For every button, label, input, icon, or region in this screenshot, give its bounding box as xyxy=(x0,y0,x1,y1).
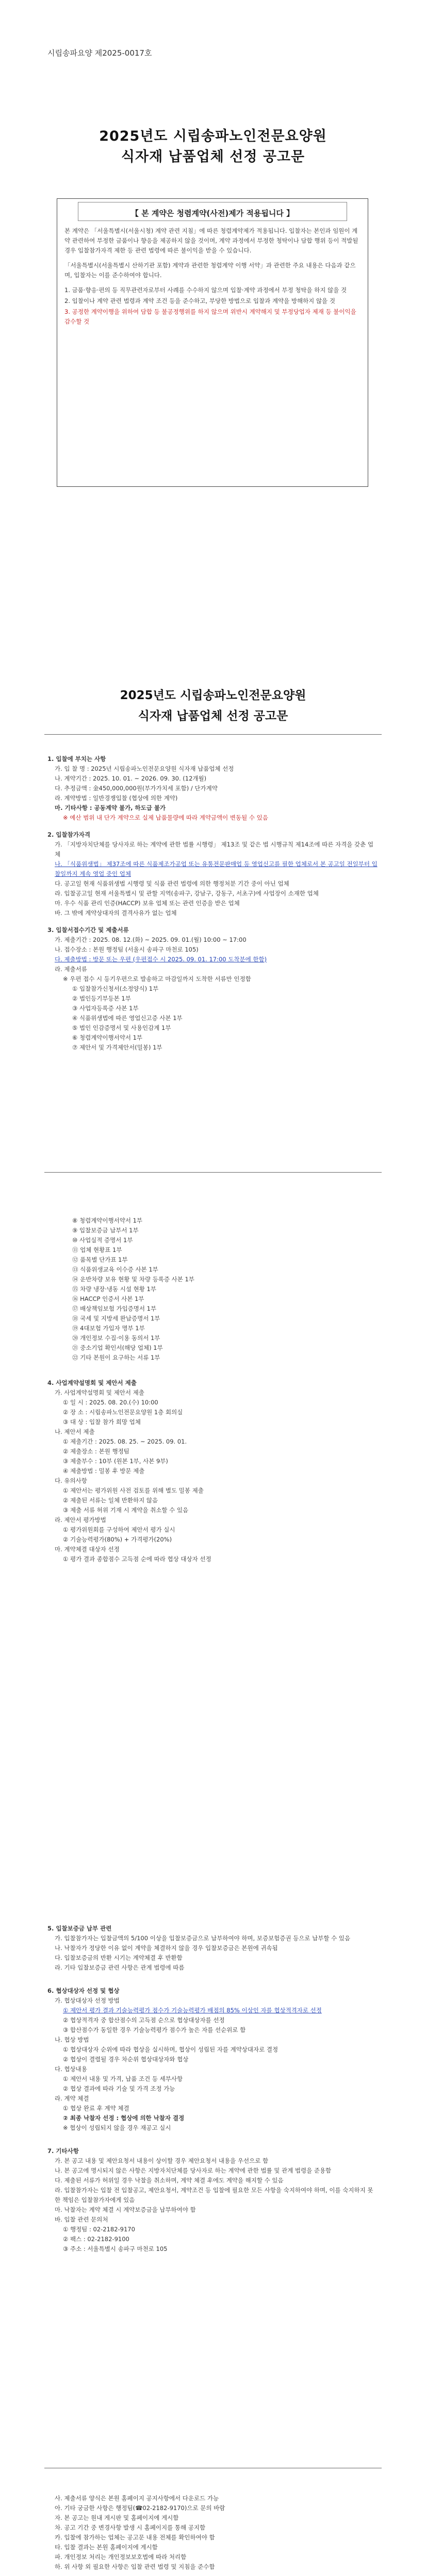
section-line: 다. 공고일 현재 식품위생법 시행령 및 식품 관련 법령에 의한 행정처분 기간 중이 아닌 업체 xyxy=(55,880,289,887)
section-line: ③ 대 상 : 입찰 참가 희망 업체 xyxy=(63,1418,141,1426)
section-line: 가. 입찰참가자는 입찰금액의 5/100 이상을 입찰보증금으로 납부하여야 하며, 보증보험증권 등으로 납부할 수 있음 xyxy=(55,1935,351,1942)
section-line: 라. 계약 체결 xyxy=(55,2095,89,2102)
notice-pledge: 「서울특별시(서울특별시 산하기관 포함) 계약과 관련한 청렴계약 이행 서약」과 관련한 주요 내용은 다음과 같으며, 입찰자는 이를 준수하여야 합니다. xyxy=(64,262,356,279)
section-title: 4. 사업계약설명회 및 제안서 제출 xyxy=(47,1379,137,1386)
doc-item: ⑲ 4대보험 가입자 명부 1부 xyxy=(72,1325,145,1332)
doc-item: ④ 식품위생법에 따른 영업신고증 사본 1부 xyxy=(72,1014,183,1022)
section-line: 다. 유의사항 xyxy=(55,1477,87,1484)
doc-item: ② 법인등기부등본 1부 xyxy=(72,995,131,1002)
section-line: 가. 협상대상자 선정 방법 xyxy=(55,1997,120,2004)
section-5 xyxy=(47,1917,378,2254)
section-line: ② 장 소 : 시립송파노인전문요양원 1층 회의실 xyxy=(63,1409,183,1416)
section-line: 마. 기타사항 : 공동계약 불가, 하도급 불가 xyxy=(55,804,166,811)
section-line: 나. 접수장소 : 본원 행정팀 (서울시 송파구 마천로 105) xyxy=(55,946,199,953)
doc-item: ① 입찰참가신청서(소정양식) 1부 xyxy=(72,985,159,992)
section-line: ① 평가위원회를 구성하여 제안서 평가 실시 xyxy=(63,1526,175,1533)
section-title: 2. 입찰참가자격 xyxy=(47,831,91,838)
section-line: 사. 제출서류 양식은 본원 홈페이지 공지사항에서 다운로드 가능 xyxy=(55,2495,219,2502)
section-7-continued xyxy=(47,2494,378,2572)
doc-item: ⑰ 배상책임보험 가입증명서 1부 xyxy=(72,1305,157,1312)
notice-items xyxy=(64,285,361,327)
section-note: ※ 협상이 성립되지 않을 경우 재공고 실시 xyxy=(63,2124,171,2131)
notice-heading-frame xyxy=(78,202,347,221)
section-line: ① 제안서 내용 및 가격, 납품 조건 등 세부사항 xyxy=(63,2075,183,2082)
section-line: 나. 「식품위생법」 제37조에 따른 식품제조가공업 또는 유통전문판매업 등 영업신고를 필한 업체로서 본 공고일 전일부터 입찰일까지 계속 영업 중인 업체 xyxy=(55,860,378,877)
doc-item: ⑬ 식품위생교육 이수증 사본 1부 xyxy=(72,1266,158,1273)
section-line: 바. 그 밖에 계약상대자의 결격사유가 없는 업체 xyxy=(55,909,177,917)
main-title xyxy=(0,685,426,726)
section-line: ① 일 시 : 2025. 08. 20.(수) 10:00 xyxy=(63,1399,158,1406)
notice-item: 1. 금품·향응·편의 등 직무관련자로부터 사례를 수수하지 않으며 입찰·계약 과정에서 부정 청탁을 하지 않을 것 xyxy=(64,286,347,294)
section-line: ① 제안서는 평가위원 사전 검토를 위해 별도 밀봉 제출 xyxy=(63,1487,204,1494)
section-line: 나. 계약기간 : 2025. 10. 01. ~ 2026. 09. 30. (12개월) xyxy=(55,775,207,782)
title-divider xyxy=(44,734,382,735)
section-line: 라. 기타 입찰보증금 관련 사항은 관계 법령에 따름 xyxy=(55,1964,185,1971)
section-line: ③ 제출부수 : 10부 (원본 1부, 사본 9부) xyxy=(63,1458,168,1465)
section-title: 1. 입찰에 부치는 사항 xyxy=(47,755,106,762)
doc-item: ⑨ 입찰보증금 납부서 1부 xyxy=(72,1227,139,1234)
doc-item: ⑱ 국세 및 지방세 완납증명서 1부 xyxy=(72,1315,160,1322)
section-line: 다. 제출된 서류가 허위일 경우 낙찰을 취소하며, 계약 체결 후에도 계약을 해지할 수 있음 xyxy=(55,2177,284,2184)
section-line: 나. 본 공고에 명시되지 않은 사항은 지방자치단체를 당사자로 하는 계약에 관한 법률 및 관계 법령을 준용함 xyxy=(55,2167,332,2174)
section-line: ② 기술능력평가(80%) + 가격평가(20%) xyxy=(63,1536,172,1543)
section-line: 라. 계약방법 : 일반경쟁입찰 (협상에 의한 계약) xyxy=(55,794,178,802)
section-line: 가. 사업계약설명회 및 제안서 제출 xyxy=(55,1389,144,1396)
notice-item: 3. 공정한 계약이행을 위하여 담합 등 불공정행위를 하지 않으며 위반시 계약해지 및 부정당업자 제재 등 불이익을 감수할 것 xyxy=(64,308,356,325)
section-line: 바. 입찰 관련 문의처 xyxy=(55,2216,108,2223)
section-1 xyxy=(47,747,378,1053)
section-line: 가. 본 공고 내용 및 제안요청서 내용이 상이할 경우 제안요청서 내용을 우선으로 함 xyxy=(55,2157,269,2164)
section-line: ② 팩스 : 02-2182-9100 xyxy=(63,2235,129,2243)
section-line: ② 협상적격자 중 합산점수의 고득점 순으로 협상대상자를 선정 xyxy=(63,2016,225,2024)
section-line: 나. 제안서 제출 xyxy=(55,1428,95,1435)
section-line: 차. 공고 기간 중 변경사항 발생 시 홈페이지를 통해 공지함 xyxy=(55,2524,206,2531)
section-line: 자. 본 공고는 원내 게시판 및 홈페이지에 게시함 xyxy=(55,2514,179,2521)
section-title: 7. 기타사항 xyxy=(47,2147,79,2155)
section-line: 라. 입찰공고일 현재 서울특별시 및 관할 지역(송파구, 강남구, 강동구, 서초구)에 사업장이 소재한 업체 xyxy=(55,890,319,897)
section-note: ※ 우편 접수 시 등기우편으로 발송하고 마감일까지 도착한 서류만 인정함 xyxy=(63,975,251,982)
cover-title-line-1: 2025년도 시립송파노인전문요양원 xyxy=(99,128,327,144)
document-number: 시립송파요양 제2025-0017호 xyxy=(47,48,152,58)
section-note: ※ 예산 범위 내 단가 계약으로 실제 납품물량에 따라 계약금액이 변동될 수 있음 xyxy=(63,814,268,821)
doc-item: ⑯ HACCP 인증서 사본 1부 xyxy=(72,1295,144,1302)
section-line: ① 평가 결과 종합점수 고득점 순에 따라 협상 대상자 선정 xyxy=(63,1555,211,1563)
section-line: ① 제안서 평가 결과 기술능력평가 점수가 기술능력평가 배점의 85% 이상인 자를 협상적격자로 선정 xyxy=(63,2007,322,2014)
doc-item: ㉑ 중소기업 확인서(해당 업체) 1부 xyxy=(72,1344,163,1351)
doc-item: ⑭ 운반차량 보유 현황 및 차량 등록증 사본 1부 xyxy=(72,1276,194,1283)
doc-item: ⑩ 사업실적 증명서 1부 xyxy=(72,1236,133,1244)
section-3-continued xyxy=(47,1216,378,1564)
section-title: 3. 입찰서접수기간 및 제출서류 xyxy=(47,926,129,934)
section-line: 타. 입찰 결과는 본원 홈페이지에 게시함 xyxy=(55,2544,158,2551)
section-line: 마. 낙찰자는 계약 체결 시 계약보증금을 납부하여야 함 xyxy=(55,2206,196,2213)
section-line: 다. 추정금액 : 金450,000,000원(부가가치세 포함) / 단가계약 xyxy=(55,785,218,792)
cover-title xyxy=(0,126,426,167)
notice-intro: 본 계약은 「서울특별시(서울시청) 계약 관련 지침」에 따른 청렴계약제가 적용됩니다. 입찰자는 본인과 임원이 계약 관련하여 부정한 금품이나 향응을 제공하지 않을 것이며, 계약 과정에서 부정한 청탁이나 담합 행위 등이 적발될 경우 입찰참가자격 제한 등 관련 법령에 따른 불이익을 받을 수 있습니다. xyxy=(64,227,358,254)
section-line: ② 협상 결과에 따라 기술 및 가격 조정 가능 xyxy=(63,2085,175,2092)
section-line: 다. 입찰보증금의 반환 시기는 계약체결 후 반환함 xyxy=(55,1954,183,1961)
section-line: ③ 주소 : 서울특별시 송파구 마천로 105 xyxy=(63,2245,168,2252)
section-line: 파. 개인정보 처리는 개인정보보호법에 따라 처리함 xyxy=(55,2553,187,2561)
section-line: 가. 「지방자치단체를 당사자로 하는 계약에 관한 법률 시행령」 제13조 및 같은 법 시행규칙 제14조에 따른 자격을 갖춘 업체 xyxy=(55,841,373,858)
section-title: 6. 협상대상자 선정 및 협상 xyxy=(47,1987,120,1994)
doc-item: ③ 사업자등록증 사본 1부 xyxy=(72,1005,139,1012)
section-line: 나. 협상 방법 xyxy=(55,2036,89,2043)
integrity-notice-box xyxy=(57,198,368,487)
notice-item: 2. 입찰이나 계약 관련 법령과 계약 조건 등을 준수하고, 부당한 방법으로 입찰과 계약을 방해하지 않을 것 xyxy=(64,297,335,304)
section-line: 가. 입 찰 명 : 2025년 시립송파노인전문요양원 식자재 납품업체 선정 xyxy=(55,765,234,772)
section-line: 카. 입찰에 참가하는 업체는 공고문 내용 전체를 확인하여야 함 xyxy=(55,2534,215,2541)
section-title: 5. 입찰보증금 납부 관련 xyxy=(47,1925,112,1932)
doc-item: ㉒ 기타 본원이 요구하는 서류 1부 xyxy=(72,1354,160,1361)
section-line: 아. 기타 궁금한 사항은 행정팀(☎02-2182-9170)으로 문의 바람 xyxy=(55,2504,225,2512)
page-divider xyxy=(44,1172,382,1173)
cover-title-line-2: 식자재 납품업체 선정 공고문 xyxy=(121,149,305,165)
section-line: ③ 합산점수가 동일한 경우 기술능력평가 점수가 높은 자를 선순위로 함 xyxy=(63,2026,246,2033)
section-line: 마. 계약체결 대상자 선정 xyxy=(55,1546,120,1553)
section-line: 가. 제출기간 : 2025. 08. 12.(화) ~ 2025. 09. 01.(월) 10:00 ~ 17:00 xyxy=(55,936,247,943)
main-title-line-2: 식자재 납품업체 선정 공고문 xyxy=(138,709,288,723)
section-line: 하. 위 사항 외 필요한 사항은 입찰 관련 법령 및 지침을 준수함 xyxy=(55,2563,215,2570)
doc-item: ⑪ 업체 현황표 1부 xyxy=(72,1246,122,1253)
section-line: 마. 우수 식품 관리 인증(HACCP) 보유 업체 또는 관련 인증을 받은 업체 xyxy=(55,900,240,907)
section-line: ① 협상 완료 후 계약 체결 xyxy=(63,2105,129,2112)
section-line: 라. 제출서류 xyxy=(55,965,87,973)
section-line: ① 행정팀 : 02-2182-9170 xyxy=(63,2226,135,2233)
doc-item: ⑫ 품목별 단가표 1부 xyxy=(72,1256,128,1263)
section-line: ③ 제출 서류 허위 기재 시 계약을 취소할 수 있음 xyxy=(63,1506,189,1514)
section-line: ② 협상이 결렬될 경우 차순위 협상대상자와 협상 xyxy=(63,2056,189,2063)
section-line: 라. 제안서 평가방법 xyxy=(55,1516,106,1523)
doc-item: ⑧ 청렴계약이행서약서 1부 xyxy=(72,1217,143,1224)
section-line: ② 최종 낙찰자 선정 : 협상에 의한 낙찰자 결정 xyxy=(63,2114,185,2122)
doc-item: ⑥ 청렴계약이행서약서 1부 xyxy=(72,1034,143,1041)
notice-heading: 【 본 계약은 청렴계약(사전)제가 적용됩니다 】 xyxy=(130,209,294,218)
section-line: ② 제출장소 : 본원 행정팀 xyxy=(63,1448,129,1455)
doc-item: ⑦ 제안서 및 가격제안서(밀봉) 1부 xyxy=(72,1044,162,1051)
section-line: 라. 입찰참가자는 입찰 전 입찰공고, 제안요청서, 계약조건 등 입찰에 필요한 모든 사항을 숙지하여야 하며, 이를 숙지하지 못한 책임은 입찰참가자에게 있음 xyxy=(55,2187,373,2204)
section-line: 나. 낙찰자가 정당한 이유 없이 계약을 체결하지 않을 경우 입찰보증금은 본원에 귀속됨 xyxy=(55,1944,278,1952)
doc-item: ⑮ 차량 냉장·냉동 시설 현황 1부 xyxy=(72,1285,156,1293)
doc-item: ⑳ 개인정보 수집·이용 동의서 1부 xyxy=(72,1334,160,1342)
section-line: ① 협상대상자 순위에 따라 협상을 실시하며, 협상이 성립된 자를 계약상대자로 결정 xyxy=(63,2046,278,2053)
doc-item: ⑤ 법인 인감증명서 및 사용인감계 1부 xyxy=(72,1024,171,1031)
section-line: 다. 협상내용 xyxy=(55,2065,87,2073)
section-line: 다. 제출방법 : 방문 또는 우편 (우편접수 시 2025. 09. 01. 17:00 도착분에 한함) xyxy=(55,956,267,963)
section-line: ② 제출된 서류는 일체 반환하지 않음 xyxy=(63,1497,158,1504)
section-line: ① 제출기간 : 2025. 08. 25. ~ 2025. 09. 01. xyxy=(63,1438,187,1445)
main-title-line-1: 2025년도 시립송파노인전문요양원 xyxy=(120,689,306,702)
section-line: ④ 제출방법 : 밀봉 후 방문 제출 xyxy=(63,1467,145,1475)
